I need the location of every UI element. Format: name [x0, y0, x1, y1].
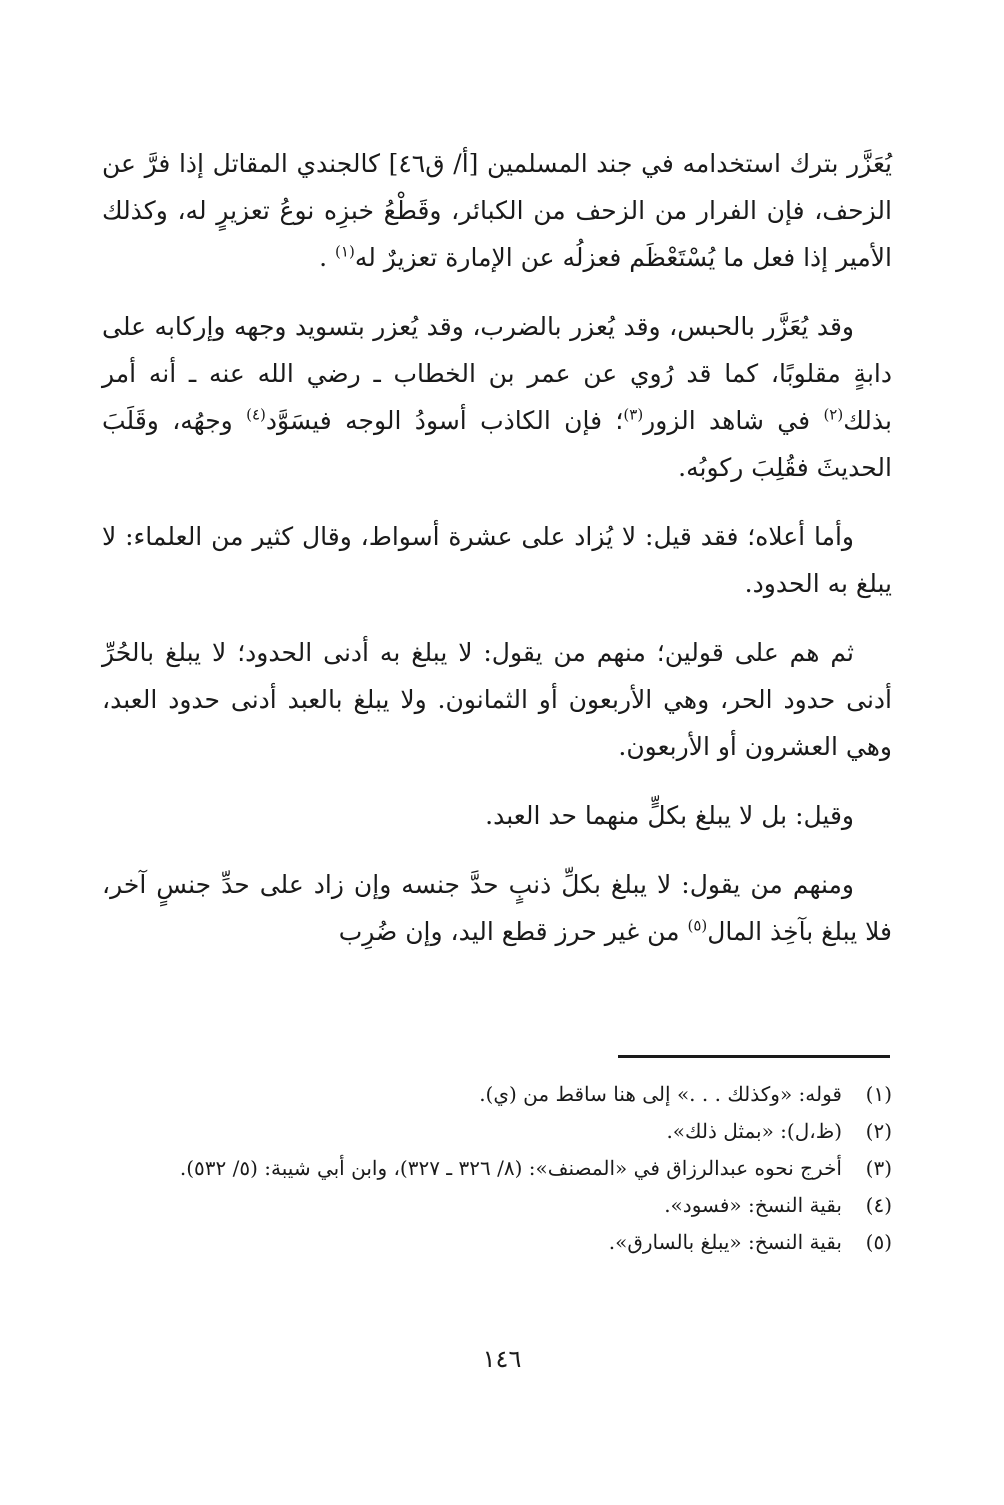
- footnote-number: (١): [865, 1082, 892, 1106]
- paragraph-1: [102, 140, 892, 281]
- paragraph-3: وأما أعلاه؛ فقد قيل: لا يُزاد على عشرة أسواط، وقال كثير من العلماء: لا يبلغ به الحدود.: [102, 522, 892, 598]
- footnote-ref-1[interactable]: (١): [335, 242, 355, 261]
- footnote-number: (٢): [865, 1119, 892, 1143]
- footnote-text: قوله: «وكذلك . . .» إلى هنا ساقط من (ي).: [479, 1082, 842, 1106]
- paragraph-2-mid-2: ؛ فإن الكاذب أسودُ الوجه فيسَوَّد: [265, 406, 624, 435]
- footnote-separator: [618, 1055, 890, 1058]
- footnote-text: (ظ،ل): «بمثل ذلك».: [666, 1119, 842, 1143]
- paragraph-1-tail: .: [319, 243, 336, 272]
- footnote-item: [102, 1152, 892, 1185]
- footnote-number: (٥): [865, 1230, 892, 1254]
- footnote-item: [102, 1078, 892, 1111]
- page-number: ١٤٦: [482, 1345, 522, 1373]
- paragraph-4: ثم هم على قولين؛ منهم من يقول: لا يبلغ به أدنى الحدود؛ لا يبلغ بالحُرِّ أدنى حدود الحر، وهي الأربعون أو الثمانون. ولا يبلغ بالعبد أدنى حدود العبد، وهي العشرون أو الأربعون.: [102, 638, 892, 761]
- paragraph-6-text: ومنهم من يقول: لا يبلغ بكلِّ ذنبٍ حدَّ جنسه وإن زاد على حدِّ جنسٍ آخر، فلا يبلغ بآخِذ المال: [102, 870, 892, 946]
- main-text: [102, 140, 892, 955]
- footnote-number: (٤): [865, 1193, 892, 1217]
- footnote-text: أخرج نحوه عبدالرزاق في «المصنف»: (٨/ ٣٢٦ ـ ٣٢٧)، وابن أبي شيبة: (٥/ ٥٣٢).: [179, 1156, 842, 1180]
- paragraph-6: [102, 861, 892, 955]
- footnote-ref-4[interactable]: (٤): [246, 405, 266, 424]
- paragraph-2-tail: وجهُه، وقَلَبَ الحديثَ فقُلِبَ ركوبُه.: [102, 406, 892, 482]
- footnote-text: بقية النسخ: «يبلغ بالسارق».: [608, 1230, 842, 1254]
- footnote-ref-5[interactable]: (٥): [687, 916, 708, 935]
- paragraph-1-text: يُعَزَّر بترك استخدامه في جند المسلمين [أ/ ق٤٦] كالجندي المقاتل إذا فرَّ عن الزحف، فإن الفرار من الزحف من الكبائر، وقَطْعُ خبزِه نوعُ تعزيرٍ له، وكذلك الأمير إذا فعل ما يُسْتَعْظَم فعزلُه عن الإمارة تعزيرٌ له: [102, 149, 893, 272]
- paragraph-5: وقيل: بل لا يبلغ بكلٍّ منهما حد العبد.: [485, 801, 854, 830]
- footnote-number: (٣): [865, 1156, 892, 1180]
- paragraph-2-text: وقد يُعَزَّر بالحبس، وقد يُعزر بالضرب، وقد يُعزر بتسويد وجهه وإركابه على دابةٍ مقلوبًا، كما قد رُوي عن عمر بن الخطاب ـ رضي الله عنه ـ أنه أمر بذلك: [102, 312, 892, 435]
- footnote-ref-2[interactable]: (٢): [823, 405, 844, 424]
- footnote-item: [102, 1115, 892, 1148]
- footnote-text: بقية النسخ: «فسود».: [664, 1193, 842, 1217]
- footnote-ref-3[interactable]: (٣): [623, 405, 644, 424]
- footnotes-list: [102, 1078, 892, 1263]
- footnote-item: [102, 1189, 892, 1222]
- paragraph-2-mid-1: في شاهد الزور: [643, 406, 824, 435]
- paragraph-2: [102, 303, 892, 491]
- footnote-item: [102, 1226, 892, 1259]
- paragraph-6-tail: من غير حرز قطع اليد، وإن ضُرِب: [338, 917, 688, 946]
